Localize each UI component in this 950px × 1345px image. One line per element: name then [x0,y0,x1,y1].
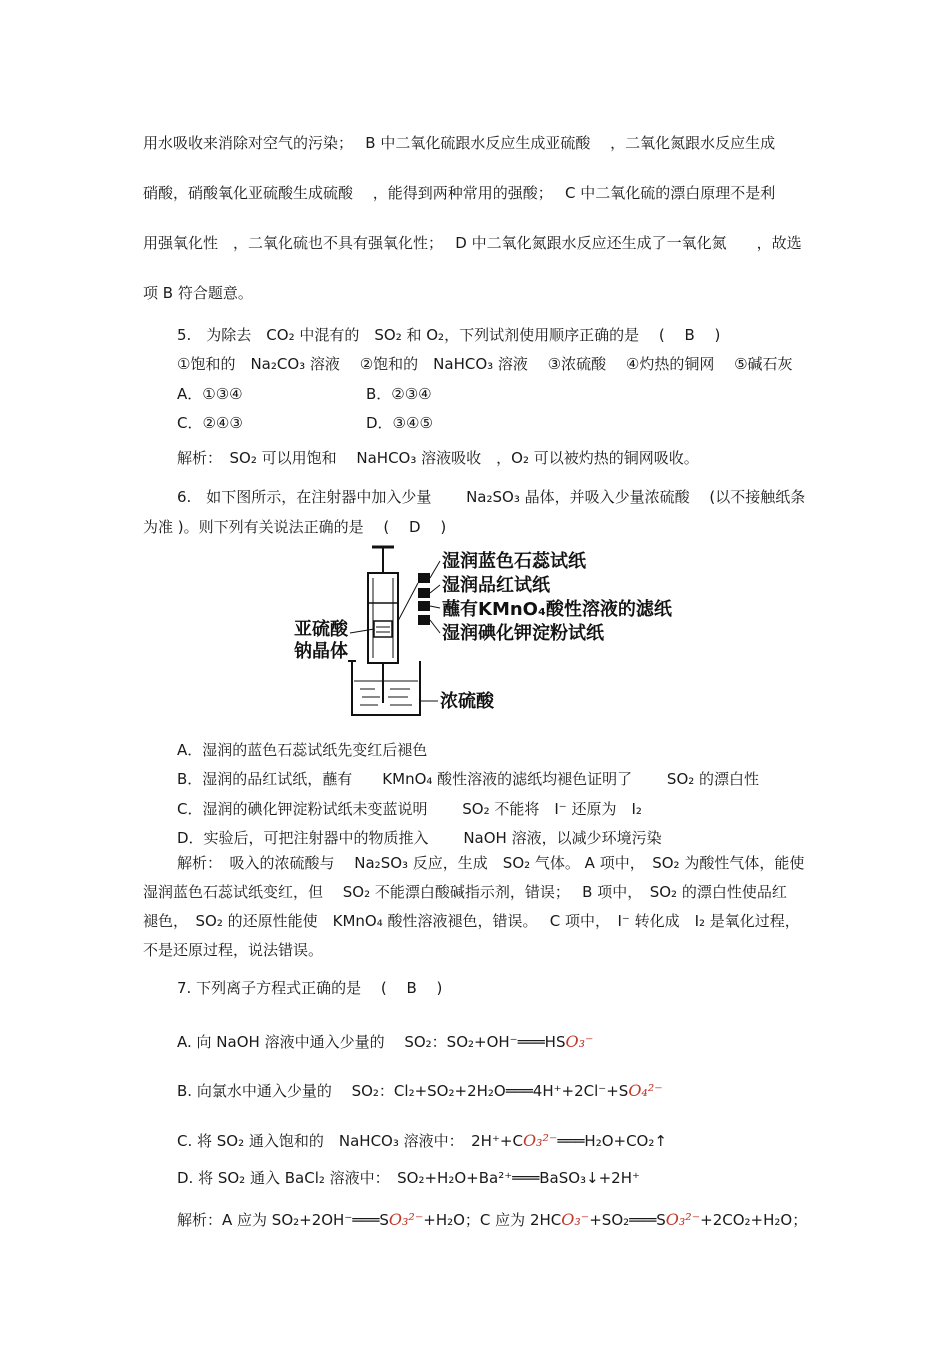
q6-stem-2: 为准 )。则下列有关说法正确的是 ( D ) [143,518,447,536]
q6-option-d: D．实验后，可把注射器中的物质推入 NaOH 溶液，以减少环境污染 [177,829,662,847]
q7-option-a-text: A. 向 NaOH 溶液中通入少量的 SO₂：SO₂+OH⁻═══HS [177,1033,566,1051]
q5-reagents: ①饱和的 Na₂CO₃ 溶液 ②饱和的 NaHCO₃ 溶液 ③浓硫酸 ④灼热的铜网 ⑤碱石灰 [177,355,793,373]
q7-option-c-text: C. 将 SO₂ 通入饱和的 NaHCO₃ 溶液中： 2H⁺+C [177,1132,523,1150]
q7-option-a-ion: O₃⁻ [565,1032,594,1051]
label-crystal-line2: 钠晶体 [294,641,348,662]
q6-analysis-4: 不是还原过程，说法错误。 [143,941,324,959]
q6-option-c: C．湿润的碘化钾淀粉试纸未变蓝说明 SO₂ 不能将 I⁻ 还原为 I₂ [177,800,642,818]
q7-analysis-b: +H₂O；C 应为 2HC [423,1211,562,1229]
q7-option-d: D. 将 SO₂ 通入 BaCl₂ 溶液中： SO₂+H₂O+Ba²⁺═══BaSO₃↓+2H⁺ [177,1169,640,1187]
q5-analysis: 解析： SO₂ 可以用饱和 NaHCO₃ 溶液吸收 ，O₂ 可以被灼热的铜网吸收。 [177,449,699,467]
label-conc-acid: 浓硫酸 [440,691,494,712]
q7-analysis-c: +SO₂═══S [589,1211,666,1229]
q6-option-b: B．湿润的品红试纸，蘸有 KMnO₄ 酸性溶液的滤纸均褪色证明了 SO₂ 的漂白性 [177,770,760,788]
syringe-figure [290,543,700,723]
q7-analysis-d: +2CO₂+H₂O； [700,1211,808,1229]
label-kmno4-paper: 蘸有KMnO₄酸性溶液的滤纸 [442,599,672,620]
q7-analysis-ion-3: O₃²⁻ [665,1210,701,1229]
q6-analysis-2: 湿润蓝色石蕊试纸变红，但 SO₂ 不能漂白酸碱指示剂，错误； B 项中， SO₂ 的漂白性使品红 [143,883,787,901]
q7-analysis-a: 解析：A 应为 SO₂+2OH⁻═══S [177,1211,389,1229]
q7-stem: 7. 下列离子方程式正确的是 ( B ) [177,979,443,997]
label-magenta-paper: 湿润品红试纸 [442,575,550,596]
syringe-diagram [290,543,700,723]
q6-analysis-3: 褪色， SO₂ 的还原性能使 KMnO₄ 酸性溶液褪色，错误。 C 项中， I⁻ 转化成 I₂ 是氧化过程， [143,912,800,930]
prev-line-2: 硝酸，硝酸氧化亚硫酸生成硫酸 ，能得到两种常用的强酸； C 中二氧化硫的漂白原理不是利 [143,184,776,202]
label-crystal-line1: 亚硫酸 [294,619,348,640]
q7-analysis [177,1210,807,1230]
label-ki-starch-paper: 湿润碘化钾淀粉试纸 [442,623,604,644]
prev-line-1: 用水吸收来消除对空气的污染； B 中二氧化硫跟水反应生成亚硫酸 ，二氧化氮跟水反应生成 [143,134,776,152]
q7-option-c-text-2: ═══H₂O+CO₂↑ [557,1132,667,1150]
q7-option-c-ion: O₃²⁻ [522,1131,558,1150]
q7-option-a [177,1032,593,1052]
q6-analysis-1: 解析： 吸入的浓硫酸与 Na₂SO₃ 反应，生成 SO₂ 气体。 A 项中， SO₂ 为酸性气体，能使 [177,854,805,872]
q7-analysis-ion-1: O₃²⁻ [388,1210,424,1229]
label-blue-litmus: 湿润蓝色石蕊试纸 [442,551,586,572]
q7-analysis-ion-2: O₃⁻ [561,1210,590,1229]
q5-option-d: D．③④⑤ [366,414,433,432]
prev-line-3: 用强氧化性 ，二氧化硫也不具有强氧化性； D 中二氧化氮跟水反应还生成了一氧化氮 ，故选 [143,234,802,252]
q5-option-b: B．②③④ [366,385,432,403]
q7-option-c [177,1131,667,1151]
q6-stem-1: 6. 如下图所示，在注射器中加入少量 Na₂SO₃ 晶体，并吸入少量浓硫酸 (以不接触纸条 [177,488,806,506]
q7-option-b-text: B. 向氯水中通入少量的 SO₂：Cl₂+SO₂+2H₂O═══4H⁺+2Cl⁻+S [177,1082,629,1100]
q5-option-c: C．②④③ [177,414,243,432]
q7-option-b [177,1081,663,1101]
q5-stem: 5. 为除去 CO₂ 中混有的 SO₂ 和 O₂，下列试剂使用顺序正确的是 ( B ) [177,326,721,344]
q5-option-a: A．①③④ [177,385,243,403]
prev-line-4: 项 B 符合题意。 [143,284,253,302]
q7-option-b-ion: O₄²⁻ [628,1081,663,1100]
q6-option-a: A．湿润的蓝色石蕊试纸先变红后褪色 [177,741,428,759]
